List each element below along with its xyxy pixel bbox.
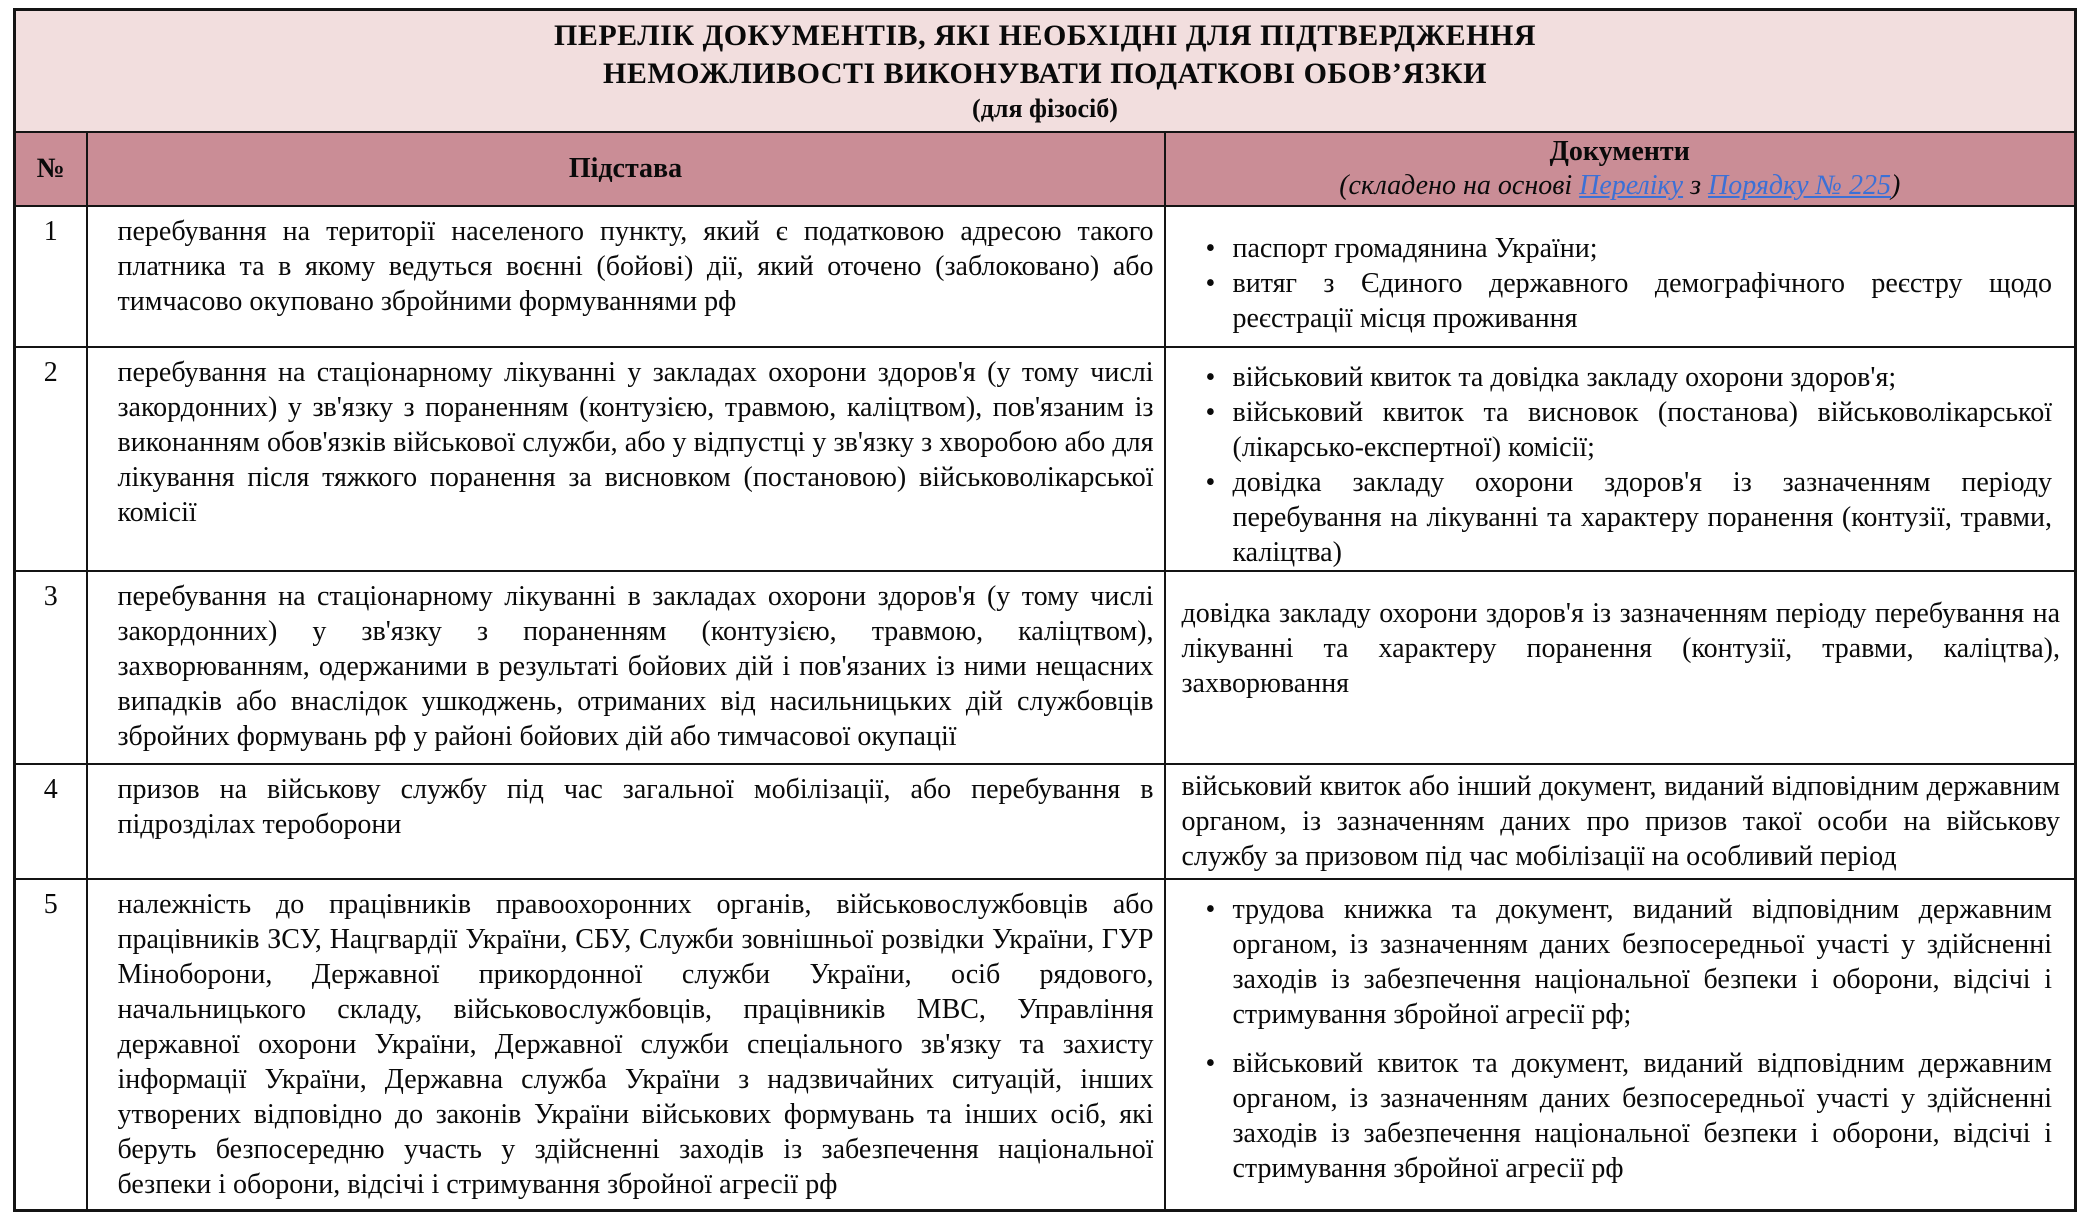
document-item: • довідка закладу охорони здоров'я із зазначенням періоду перебування на лікуванні та характеру поранення (контузії, травми, каліцтва) xyxy=(1166,465,2053,570)
table-row xyxy=(15,347,2076,571)
documents-list xyxy=(1166,207,2075,336)
column-header-number: № xyxy=(15,132,87,206)
table-row xyxy=(15,879,2076,1211)
basis-cell: належність до працівників правоохоронних органів, військовослужбовців або працівників ЗСУ, Нацгвардії України, СБУ, Служби зовнішньої розвідки України, ГУР Міноборони, Державної прикордонної служби України, осіб рядового, начальницького складу, військовослужбовців, працівників МВС, Управління державної охорони України, Державної служби спеціального зв'язку та захисту інформації України, Державна служба України з надзвичайних ситуацій, інших утворених відповідно до законів України військових формувань та інших осіб, які беруть безпосередню участь у здійсненні заходів із забезпечення національної безпеки і оборони, відсічі і стримування збройної агресії рф xyxy=(87,879,1165,1211)
documents-cell xyxy=(1165,764,2076,879)
column-header-basis: Підстава xyxy=(87,132,1165,206)
document-item: • військовий квиток та документ, виданий відповідним державним органом, із зазначенням даних безпосередньої участі у здійсненні заходів із забезпечення національної безпеки і оборони, відсічі і стримування збройної агресії рф xyxy=(1166,1046,2053,1186)
documents-requirements-table xyxy=(13,8,2077,1212)
basis-cell: перебування на території населеного пункту, який є податковою адресою такого платника та в якому ведуться воєнні (бойові) дії, який оточено (заблоковано) або тимчасово окуповано збройними формуваннями рф xyxy=(87,206,1165,347)
row-number-cell: 5 xyxy=(15,879,87,1211)
column-header-documents xyxy=(1165,132,2076,206)
basis-cell: перебування на стаціонарному лікуванні в закладах охорони здоров'я (у тому числі закордонних) у зв'язку з пораненням (контузією, травмою, каліцтвом), захворюванням, одержаними в результаті бойових дій і пов'язаних із ними нещасних випадків або внаслідок ушкоджень, отриманих від насильницьких дій службовців збройних формувань рф у районі бойових дій або тимчасової окупації xyxy=(87,571,1165,764)
title-subtitle: (для фізосіб) xyxy=(972,94,1118,123)
documents-cell xyxy=(1165,206,2076,347)
documents-cell xyxy=(1165,879,2076,1211)
basis-cell: призов на військову службу під час загальної мобілізації, або перебування в підрозділах тероборони xyxy=(87,764,1165,879)
title-line-1: ПЕРЕЛІК ДОКУМЕНТІВ, ЯКІ НЕОБХІДНІ ДЛЯ ПІДТВЕРДЖЕННЯ xyxy=(554,19,1537,52)
document-item: • паспорт громадянина України; xyxy=(1166,231,2053,266)
table-row xyxy=(15,206,2076,347)
document-item: • витяг з Єдиного державного демографічного реєстру щодо реєстрації місця проживання xyxy=(1166,266,2053,336)
link-poriadok-225[interactable]: Порядку № 225 xyxy=(1708,170,1891,201)
row-number-cell: 1 xyxy=(15,206,87,347)
document-item: • військовий квиток та висновок (постанова) військоволікарської (лікарсько-експертної) комісії; xyxy=(1166,395,2053,465)
documents-header-label: Документи xyxy=(1549,136,1690,167)
row-number-cell: 2 xyxy=(15,347,87,571)
row-number-cell: 4 xyxy=(15,764,87,879)
documents-header-note xyxy=(1174,169,2067,203)
table-row xyxy=(15,764,2076,879)
row-number-cell: 3 xyxy=(15,571,87,764)
documents-list xyxy=(1166,880,2075,1186)
column-header-row xyxy=(15,132,2076,206)
table-title-row xyxy=(15,10,2076,133)
basis-cell: перебування на стаціонарному лікуванні у закладах охорони здоров'я (у тому числі закордонних) у зв'язку з пораненням (контузією, травмою, каліцтвом), пов'язаним із виконанням обов'язків військової служби, або у відпустці у зв'язку з хворобою або для лікування після тяжкого поранення за висновком (постановою) військоволікарської комісії xyxy=(87,347,1165,571)
documents-cell xyxy=(1165,347,2076,571)
documents-list xyxy=(1166,348,2075,570)
documents-text: військовий квиток або інший документ, виданий відповідним державним органом, із зазначенням даних про призов такої особи на військову службу за призовом під час мобілізації на особливий період xyxy=(1181,771,2061,872)
link-perelik[interactable]: Переліку xyxy=(1579,170,1684,201)
documents-cell xyxy=(1165,571,2076,764)
title-line-2: НЕМОЖЛИВОСТІ ВИКОНУВАТИ ПОДАТКОВІ ОБОВ’ЯЗКИ xyxy=(603,57,1487,90)
document-item: • трудова книжка та документ, виданий відповідним державним органом, із зазначенням даних безпосередньої участі у здійсненні заходів із забезпечення національної безпеки і оборони, відсічі і стримування збройної агресії рф; xyxy=(1166,892,2053,1032)
note-suffix: ) xyxy=(1890,170,1901,201)
documents-text: довідка закладу охорони здоров'я із зазначенням періоду перебування на лікуванні та характеру поранення (контузії, травми, каліцтва), захворювання xyxy=(1181,598,2061,699)
note-prefix: (складено на основі xyxy=(1339,170,1580,201)
note-middle: з xyxy=(1683,170,1708,201)
table-title xyxy=(15,10,2076,133)
document-item: • військовий квиток та довідка закладу охорони здоров'я; xyxy=(1166,360,2053,395)
table-row xyxy=(15,571,2076,764)
